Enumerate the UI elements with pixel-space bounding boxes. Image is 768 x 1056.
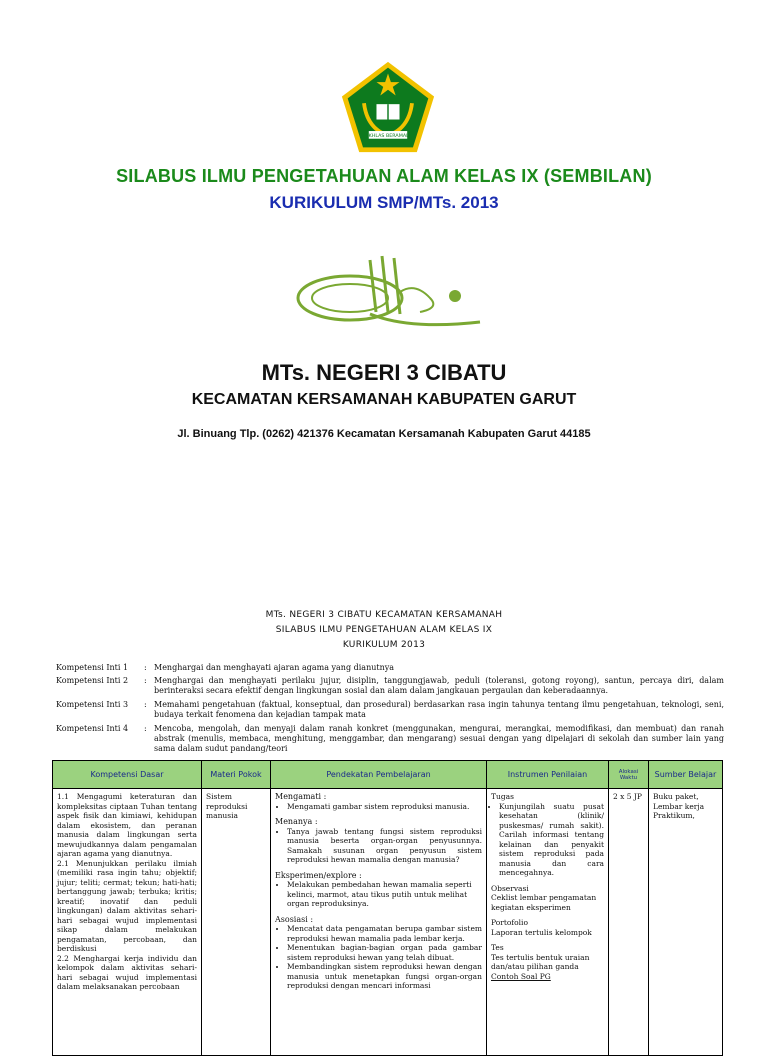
ki-colon: : [144, 676, 147, 685]
alokasi-cell [609, 789, 649, 1056]
list-item: • Tanya jawab tentang fungsi sistem reproduksi manusia beserta organ-organ penyusunnya. Samakah susunan organ penyusun sistem reproduksi hewan mamalia dengan manusia? [287, 827, 482, 865]
table-row [53, 789, 723, 1056]
ki-label: Kompetensi Inti 4 [56, 724, 129, 733]
list-item: • Mencatat data pengamatan berupa gambar sistem reproduksi hewan mamalia pada lembar kerja. [287, 924, 482, 943]
ki-text: Mencoba, mengolah, dan menyaji dalam ranah konkret (menggunakan, mengurai, merangkai, memodifikasi, dan membuat) dan ranah abstrak (menulis, membaca, menghitung, menggambar, dan mengarang) sesuai dengan yang dipelajari di sekolah dan sumber lain yang sama dalam sudut pandang/teori [154, 724, 724, 753]
list-item: • Melakukan pembedahan hewan mamalia seperti kelinci, marmot, atau tikus putih untuk melihat organ reproduksinya. [287, 880, 482, 909]
kd-item: 2.2 Menghargai kerja individu dan kelompok dalam aktivitas sehari-hari sebagai wujud implementasi dalam melaksanakan percobaan [57, 953, 197, 991]
col-header: Kompetensi Dasar [53, 761, 202, 789]
col-header: Pendekatan Pembelajaran [271, 761, 487, 789]
col-header: Materi Pokok [202, 761, 271, 789]
instrument-text: Laporan tertulis kelompok [491, 927, 592, 937]
ki-text: Menghargai dan menghayati perilaku jujur, disiplin, tanggungjawab, peduli (toleransi, gotong royong), santun, percaya diri, dalam berinteraksi secara efektif dengan lingkungan sosial dan alam dalam jangkauan pergaulan dan keberadaannya. [154, 676, 724, 695]
ki-text: Memahami pengetahuan (faktual, konseptual, dan prosedural) berdasarkan rasa ingin tahunya tentang ilmu pengetahuan, teknologi, seni, budaya terkait fenomena dan kejadian tampak mata [154, 700, 724, 719]
kd-item: 2.1 Menunjukkan perilaku ilmiah (memiliki rasa ingin tahu; objektif; jujur; teliti; cermat; tekun; hati-hati; bertanggung jawab; terbuka; kritis; kreatif; inovatif dan peduli lingkungan) dalam aktivitas sehari-hari sebagai wujud implementasi sikap dalam melakukan pengamatan, percobaan, dan berdiskusi [57, 858, 197, 953]
list-item: • Menentukan bagian-bagian organ pada gambar sistem reproduksi hewan yang telah dibuat. [287, 943, 482, 962]
ki-label: Kompetensi Inti 3 [56, 700, 129, 709]
materi-pokok-cell [202, 789, 271, 1056]
section-title: Portofolio [491, 918, 528, 927]
col-header: Alokasi Waktu [609, 761, 649, 789]
cover-title-line2: KURIKULUM SMP/MTs. 2013 [269, 193, 499, 212]
school-name: MTs. NEGERI 3 CIBATU [261, 360, 507, 385]
district-name: KECAMATAN KERSAMANAH KABUPATEN GARUT [191, 391, 577, 408]
pendekatan-cell [271, 789, 487, 1056]
contoh-soal-link[interactable]: Contoh Soal PG [491, 971, 551, 981]
alokasi-text: 2 x 5 JP [613, 792, 642, 801]
syllabus-heading-line3: KURIKULUM 2013 [342, 640, 426, 650]
cover-title-line1: SILABUS ILMU PENGETAHUAN ALAM KELAS IX (SEMBILAN) [116, 166, 652, 186]
section-title: Eksperimen/explore : [275, 870, 362, 880]
ki-label: Kompetensi Inti 2 [56, 676, 129, 685]
ki-colon: : [144, 663, 147, 672]
calligraphy-ornament [290, 252, 490, 334]
ki-colon: : [144, 724, 147, 733]
sumber-text: Buku paket, Lembar kerja Praktikum, [653, 792, 705, 820]
syllabus-heading-line1: MTs. NEGERI 3 CIBATU KECAMATAN KERSAMANAH [265, 610, 503, 620]
section-title: Menanya : [275, 817, 318, 826]
section-title: Observasi [491, 883, 529, 893]
instrument-text: Tes tertulis bentuk uraian dan/atau pilihan ganda [491, 952, 590, 971]
syllabus-table [52, 760, 723, 1056]
instrumen-cell [487, 789, 609, 1056]
syllabus-heading-line2: SILABUS ILMU PENGETAHUAN ALAM KELAS IX [275, 625, 493, 635]
sumber-cell [649, 789, 723, 1056]
list-item: • Mengamati gambar sistem reproduksi manusia. [287, 802, 482, 812]
ki-colon: : [144, 700, 147, 709]
section-title: Tugas [491, 792, 514, 801]
instrument-text: Ceklist lembar pengamatan kegiatan eksperimen [491, 893, 597, 912]
school-address: Jl. Binuang Tlp. (0262) 421376 Kecamatan Kersamanah Kabupaten Garut 44185 [177, 428, 591, 440]
section-title: Asosiasi : [275, 914, 314, 924]
col-header: Instrumen Penilaian [487, 761, 609, 789]
list-item: • Kunjungilah suatu pusat kesehatan (klinik/ puskesmas/ rumah sakit). Carilah informasi tentang kelainan dan penyakit sistem reproduksi pada manusia dan cara mencegahnya. [499, 802, 604, 878]
ki-label: Kompetensi Inti 1 [56, 663, 129, 672]
logo-caption: IKHLAS BERAMAL [367, 133, 409, 139]
ki-text: Menghargai dan menghayati ajaran agama yang dianutnya [154, 663, 395, 672]
kd-item: 1.1 Mengagumi keteraturan dan kompleksitas ciptaan Tuhan tentang aspek fisik dan kimiawi, kehidupan dalam ekosistem, dan peranan manusia dalam lingkungan serta mewujudkannya dalam pengamalan ajaran agama yang dianutnya. [57, 792, 197, 858]
kemenag-logo [340, 60, 436, 156]
table-header-row [53, 761, 723, 789]
kompetensi-dasar-cell [53, 789, 202, 1056]
section-title: Mengamati : [275, 792, 327, 801]
list-item: • Membandingkan sistem reproduksi hewan dengan manusia untuk menetapkan fungsi organ-organ reproduksi dengan mencari informasi [287, 962, 482, 991]
col-header: Sumber Belajar [649, 761, 723, 789]
materi-text: Sistem reproduksi manusia [206, 792, 248, 820]
section-title: Tes [491, 943, 504, 952]
